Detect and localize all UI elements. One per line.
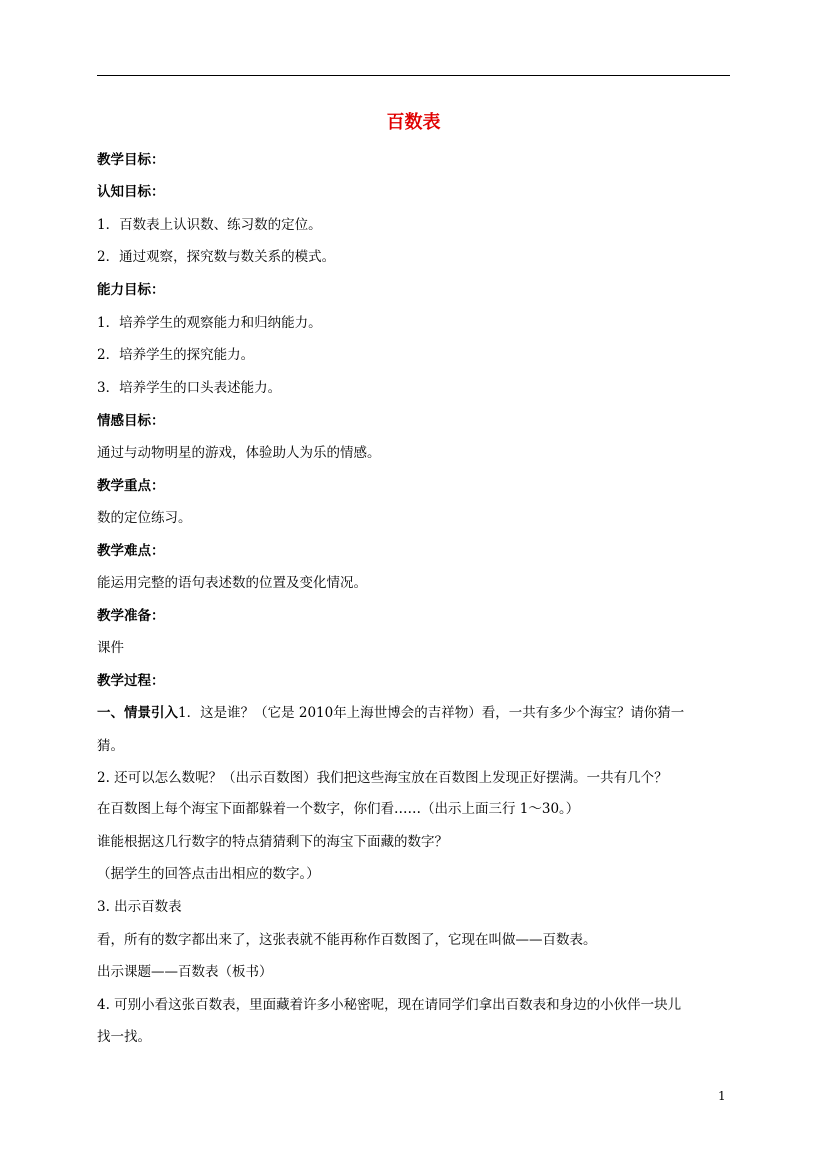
heading-emotional-goals: 情感目标： — [97, 413, 165, 429]
paragraph-line: 3. 出示百数表 — [97, 899, 182, 915]
heading-cognitive-goals: 认知目标： — [97, 184, 165, 200]
paragraph-line: 在百数图上每个海宝下面都躲着一个数字，你们看……（出示上面三行 1～30。） — [97, 801, 580, 817]
paragraph-line: 1．培养学生的观察能力和归纳能力。 — [97, 315, 322, 331]
heading-preparation: 教学准备： — [97, 608, 165, 624]
page-number: 1 — [718, 1089, 726, 1103]
paragraph-line: 谁能根据这几行数字的特点猜猜剩下的海宝下面藏的数字？ — [97, 834, 448, 850]
paragraph-line: 3．培养学生的口头表述能力。 — [97, 380, 282, 396]
paragraph-line: 1．百数表上认识数、练习数的定位。 — [97, 217, 322, 233]
heading-key-points: 教学重点： — [97, 478, 165, 494]
paragraph-line: 猜。 — [97, 738, 124, 754]
paragraph-line: 通过与动物明星的游戏，体验助人为乐的情感。 — [97, 445, 381, 461]
paragraph-line: 看，所有的数字都出来了，这张表就不能再称作百数图了，它现在叫做——百数表。 — [97, 932, 597, 948]
paragraph-line: 课件 — [97, 640, 124, 656]
paragraph-line: 能运用完整的语句表述数的位置及变化情况。 — [97, 575, 367, 591]
section-heading: 一、情景引入 — [97, 705, 178, 721]
paragraph-line: 4. 可别小看这张百数表，里面藏着许多小秘密呢，现在请同学们拿出百数表和身边的小伙伴一块儿 — [97, 997, 682, 1013]
paragraph-line: 数的定位练习。 — [97, 510, 192, 526]
heading-teaching-goals: 教学目标： — [97, 152, 165, 168]
paragraph-line: （据学生的回答点击出相应的数字。） — [97, 866, 320, 882]
header-rule — [97, 75, 730, 76]
paragraph-line: 2．通过观察，探究数与数关系的模式。 — [97, 249, 336, 265]
paragraph-line: 2．培养学生的探究能力。 — [97, 347, 255, 363]
heading-ability-goals: 能力目标： — [97, 282, 165, 298]
section-text: 1．这是谁？（它是 2010年上海世博会的吉祥物）看，一共有多少个海宝？请你猜一 — [178, 705, 685, 721]
heading-teaching-process: 教学过程： — [97, 673, 165, 689]
heading-difficulties: 教学难点： — [97, 543, 165, 559]
paragraph-line: 出示课题——百数表（板书） — [97, 964, 273, 980]
paragraph-line: 找一找。 — [97, 1029, 151, 1045]
paragraph-line: 2. 还可以怎么数呢？（出示百数图）我们把这些海宝放在百数图上发现正好摆满。一共有几个？ — [97, 770, 668, 786]
page-title: 百数表 — [386, 112, 441, 133]
section-intro-line — [97, 703, 737, 723]
